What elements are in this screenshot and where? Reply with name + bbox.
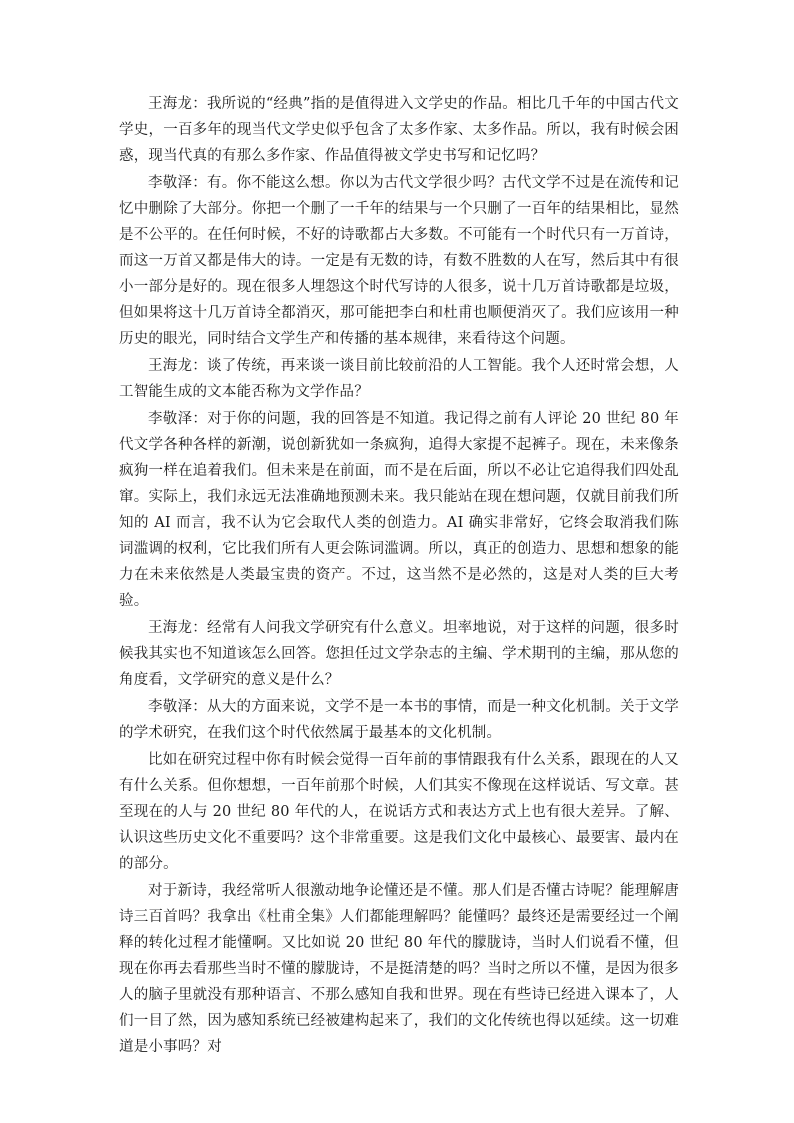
paragraph-2: 李敬泽：有。你不能这么想。你以为古代文学很少吗？古代文学不过是在流传和记忆中删除了大部分。你把一个删了一千年的结果与一个只删了一百年的结果相比，显然是不公平的。在任何时候，不好的诗歌都占大多数。不可能有一个时代只有一万首诗，而这一万首又都是伟大的诗。一定是有无数的诗，有数不胜数的人在写，然后其中有很小一部分是好的。现在很多人埋怨这个时代写诗的人很多，说十几万首诗歌都是垃圾，但如果将这十几万首诗全都消灭，那可能把李白和杜甫也顺便消灭了。我们应该用一种历史的眼光，同时结合文学生产和传播的基本规律，来看待这个问题。 [119, 175, 679, 347]
document-page [119, 91, 679, 1060]
paragraph-4: 李敬泽：对于你的问题，我的回答是不知道。我记得之前有人评论 20 世纪 80 年代文学各种各样的新潮，说创新犹如一条疯狗，追得大家提不起裤子。现在，未来像条疯狗一样在追着我们。但未来是在前面，而不是在后面，所以不必让它追得我们四处乱窜。实际上，我们永远无法准确地预测未来。我只能站在现在想问题，仅就目前我们所知的 AI 而言，我不认为它会取代人类的创造力。AI 确实非常好，它终会取消我们陈词滥调的权利，它比我们所有人更会陈词滥调。所以，真正的创造力、思想和想象的能力在未来依然是人类最宝贵的资产。不过，这当然不是必然的，这是对人类的巨大考验。 [119, 411, 679, 609]
paragraph-3: 王海龙：谈了传统，再来谈一谈目前比较前沿的人工智能。我个人还时常会想，人工智能生成的文本能否称为文学作品？ [119, 358, 679, 400]
paragraph-5: 王海龙：经常有人问我文学研究有什么意义。坦率地说，对于这样的问题，很多时候我其实也不知道该怎么回答。您担任过文学杂志的主编、学术期刊的主编，那从您的角度看，文学研究的意义是什么？ [119, 620, 679, 688]
paragraph-1: 王海龙：我所说的“经典”指的是值得进入文学史的作品。相比几千年的中国古代文学史，一百多年的现当代文学史似乎包含了太多作家、太多作品。所以，我有时候会困惑，现当代真的有那么多作家、作品值得被文学史书写和记忆吗？ [119, 96, 679, 164]
paragraph-7: 比如在研究过程中你有时候会觉得一百年前的事情跟我有什么关系，跟现在的人又有什么关系。但你想想，一百年前那个时候，人们其实不像现在这样说话、写文章。甚至现在的人与 20 世纪 80 年代的人，在说话方式和表达方式上也有很大差异。了解、认识这些历史文化不重要吗？这个非常重要。这是我们文化中最核心、最要害、最内在的部分。 [119, 752, 679, 872]
paragraph-8: 对于新诗，我经常听人很激动地争论懂还是不懂。那人们是否懂古诗呢？能理解唐诗三百首吗？我拿出《杜甫全集》人们都能理解吗？能懂吗？最终还是需要经过一个阐释的转化过程才能懂啊。又比如说 20 世纪 80 年代的朦胧诗，当时人们说看不懂，但现在你再去看那些当时不懂的朦胧诗，不是挺清楚的吗？当时之所以不懂，是因为很多人的脑子里就没有那种语言、不那么感知自我和世界。现在有些诗已经进入课本了，人们一目了然，因为感知系统已经被建构起来了，我们的文化传统也得以延续。这一切难道是小事吗？对 [119, 883, 679, 1055]
paragraph-6: 李敬泽：从大的方面来说，文学不是一本书的事情，而是一种文化机制。关于文学的学术研究，在我们这个时代依然属于最基本的文化机制。 [119, 699, 679, 741]
